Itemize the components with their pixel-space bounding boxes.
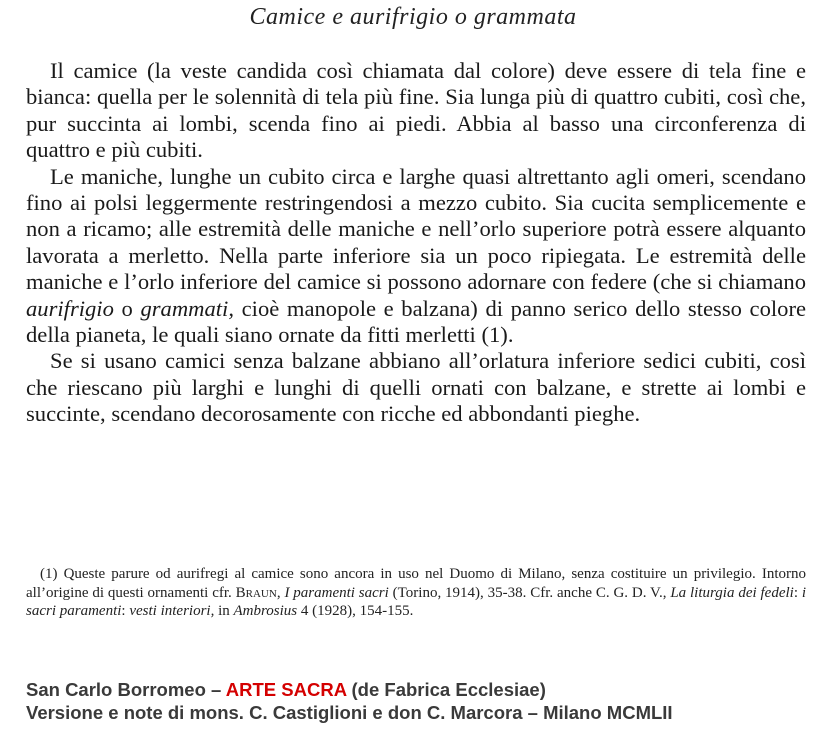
credits	[26, 678, 816, 724]
paragraph-text-segment: aurifrigio	[26, 295, 114, 321]
paragraph-text-segment: Il camice (la veste candida così chiamata dal colore) deve essere di tela fine e bianca: quella per le solennità di tela più fine. Sia lunga più di quattro cubiti, così che, pur succinta ai lombi, scenda fino ai piedi. Abbia al basso una circonferenza di quattro e più cubiti.	[26, 58, 806, 163]
footnote-text-segment: vesti interiori,	[129, 603, 215, 619]
body-text	[26, 58, 806, 428]
footnote-text-segment: i sacri paramenti	[26, 584, 807, 619]
paragraph-text-segment: cioè manopole e balzana) di panno serico dello stesso colore della pianeta, le quali siano ornate da fitti merletti (1).	[26, 295, 806, 348]
footnote-text-segment: :	[793, 584, 802, 601]
credits-line-1	[26, 678, 816, 701]
footnote-text-segment: in	[214, 603, 234, 619]
paragraph-text-segment: Se si usano camici senza balzane abbiano all’orlatura inferiore sedici cubiti, così che riescano più larghi e lunghi di quelli ornati con balzane, e strette ai lombi e succinte, scendano decorosamente con ricche ed abbondanti pieghe.	[26, 348, 806, 427]
page-title: Camice e aurifrigio o grammata	[249, 4, 577, 30]
footnote-text-segment: I paramenti sacri	[284, 584, 389, 601]
paragraph-text-segment: grammati,	[140, 295, 234, 321]
paragraph-3	[26, 348, 806, 427]
footnote-text-segment: (1) Queste parure od aurifregi al camice sono ancora in uso nel Duomo di Milano, senza costituire un privilegio. Intorno all’origine di questi ornamenti cfr.	[26, 566, 806, 601]
footnote-text-segment: :	[121, 603, 130, 619]
paragraph-text-segment: o	[113, 295, 141, 321]
credits-subtitle: (de Fabrica Ecclesiae)	[346, 679, 546, 700]
paragraph-text-segment: Le maniche, lunghe un cubito circa e larghe quasi altrettanto agli omeri, scendano fino ai polsi leggermente restringendosi a mezzo cubito. Sia cucita semplicemente e non a ricamo; alle estremità delle maniche e nell’orlo superiore potrà essere alquanto lavorata a merletto. Nella parte inferiore sia un poco ripiegata. Le estremità delle maniche e l’orlo inferiore del camice si possono adornare con federe (che si chiamano	[26, 163, 806, 295]
credits-work-title: ARTE SACRA	[225, 679, 347, 700]
paragraph-2	[26, 164, 806, 349]
paragraph-1	[26, 58, 806, 164]
credits-line-2: Versione e note di mons. C. Castiglioni e don C. Marcora – Milano MCMLII	[26, 702, 673, 723]
footnote-text-segment: Ambrosius	[233, 603, 298, 619]
footnote-text-segment: 4 (1928), 154-155.	[297, 603, 414, 619]
footnote-text-segment: La liturgia dei fedeli	[670, 584, 794, 601]
footnote-text-segment: (Torino, 1914), 35-38. Cfr. anche C. G. D. V.,	[388, 584, 671, 601]
footnote	[26, 565, 806, 621]
credits-author: San Carlo Borromeo –	[26, 679, 226, 700]
footnote-text-segment: Braun,	[235, 584, 281, 601]
